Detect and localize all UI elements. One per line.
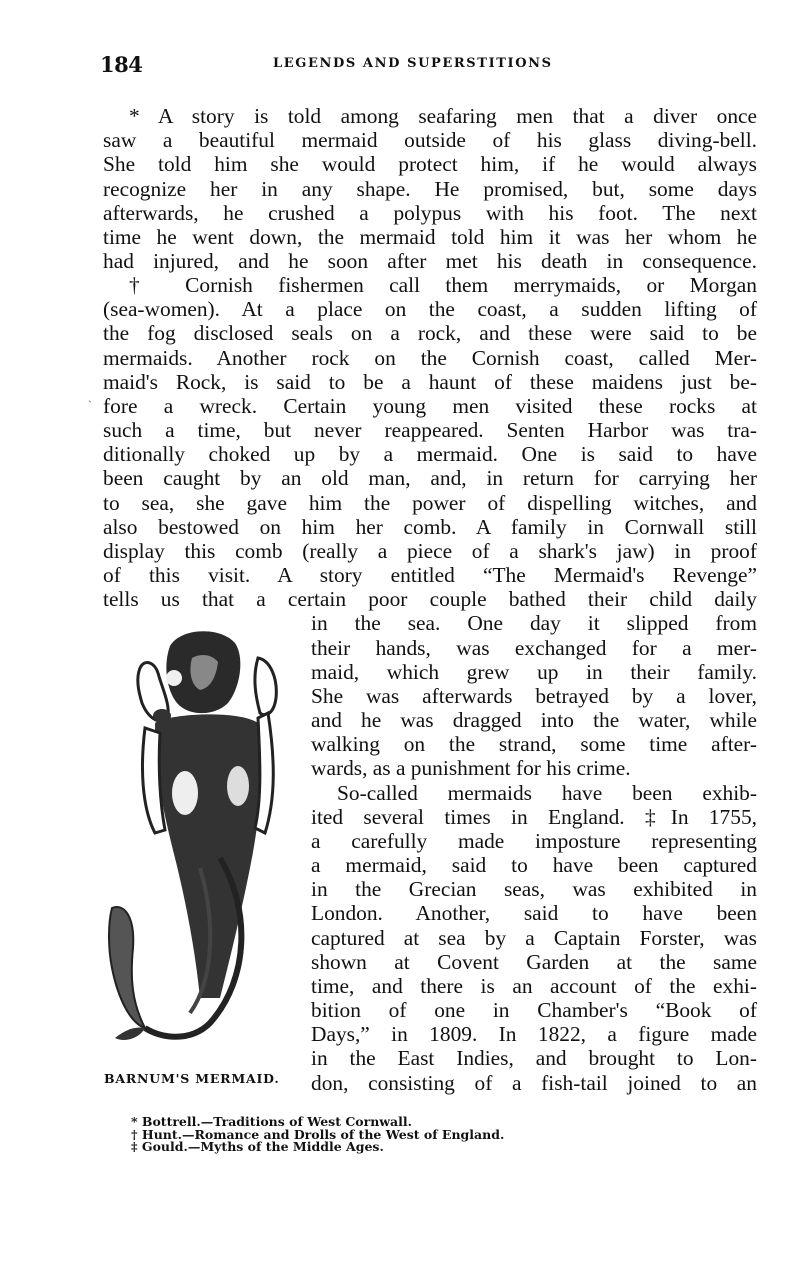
text-line: ited several times in England. ‡In 1755, [311, 805, 757, 829]
text-line: maid's Rock, is said to be a haunt of these maidens just be- [103, 370, 757, 394]
text-line: recognize her in any shape. He promised, but, some days [103, 177, 757, 201]
footnote: ‡ Gould.—Myths of the Middle Ages. [131, 1139, 384, 1154]
text-line: captured at sea by a Captain Forster, was [311, 926, 757, 950]
text-line: such a time, but never reappeared. Senten Harbor was tra- [103, 418, 757, 442]
text-line: had injured, and he soon after met his death in consequence. [103, 249, 757, 273]
footnote: † Hunt.—Romance and Drolls of the West of England. [131, 1126, 505, 1142]
mermaid-illustration [100, 618, 300, 1058]
text-line: also bestowed on him her comb. A family in Cornwall still [103, 515, 757, 539]
text-line: the fog disclosed seals on a rock, and these were said to be [103, 321, 757, 345]
text-line: display this comb (really a piece of a shark's jaw) in proof [103, 539, 757, 563]
text-line: London. Another, said to have been [311, 901, 757, 925]
text-line: * A story is told among seafaring men that a diver once [129, 104, 757, 128]
text-line: maid, which grew up in their family. [311, 660, 757, 684]
running-title: LEGENDS AND SUPERSTITIONS [273, 56, 553, 71]
text-line: in the sea. One day it slipped from [311, 611, 757, 635]
text-line: shown at Covent Garden at the same [311, 950, 757, 974]
text-line: Days,” in 1809. In 1822, a figure made [311, 1022, 757, 1046]
text-line: walking on the strand, some time after- [311, 732, 757, 756]
text-line: mermaids. Another rock on the Cornish coast, called Mer- [103, 346, 757, 370]
text-line: bition of one in Chamber's “Book of [311, 998, 757, 1022]
text-line: in the East Indies, and brought to Lon- [311, 1046, 757, 1070]
footnotes [131, 1116, 504, 1154]
text-line: wards, as a punishment for his crime. [311, 756, 631, 780]
text-line: (sea-women). At a place on the coast, a sudden lifting of [103, 297, 757, 321]
running-head [100, 52, 760, 82]
text-line: † Cornish fishermen call them merrymaids, or Morgan [129, 273, 757, 297]
text-line: in the Grecian seas, was exhibited in [311, 877, 757, 901]
text-line: been caught by an old man, and, in return for carrying her [103, 466, 757, 490]
text-line: time, and there is an account of the exhi- [311, 974, 757, 998]
text-line: tells us that a certain poor couple bathed their child daily [103, 587, 757, 611]
text-line: time he went down, the mermaid told him it was her whom he [103, 225, 757, 249]
text-line: a carefully made imposture representing [311, 829, 757, 853]
text-line: a mermaid, said to have been captured [311, 853, 757, 877]
text-line: don, consisting of a fish-tail joined to an [311, 1071, 757, 1095]
page-number: 184 [100, 52, 143, 77]
text-line: So-called mermaids have been exhib- [337, 781, 757, 805]
text-line: She was afterwards betrayed by a lover, [311, 684, 757, 708]
footnote: * Bottrell.—Traditions of West Cornwall. [131, 1114, 412, 1129]
text-line: fore a wreck. Certain young men visited these rocks at [103, 394, 757, 418]
text-line: saw a beautiful mermaid outside of his glass diving-bell. [103, 128, 757, 152]
text-line: ditionally choked up by a mermaid. One is said to have [103, 442, 757, 466]
text-line: and he was dragged into the water, while [311, 708, 757, 732]
text-line: afterwards, he crushed a polypus with his foot. The next [103, 201, 757, 225]
text-line: She told him she would protect him, if he would always [103, 152, 757, 176]
text-line: their hands, was exchanged for a mer- [311, 636, 757, 660]
text-line: to sea, she gave him the power of dispelling witches, and [103, 491, 757, 515]
mermaid-engraving-icon [100, 618, 300, 1058]
figure-caption: BARNUM'S MERMAID. [104, 1071, 280, 1086]
margin-mark: ` [88, 398, 92, 412]
text-line: of this visit. A story entitled “The Mermaid's Revenge” [103, 563, 757, 587]
